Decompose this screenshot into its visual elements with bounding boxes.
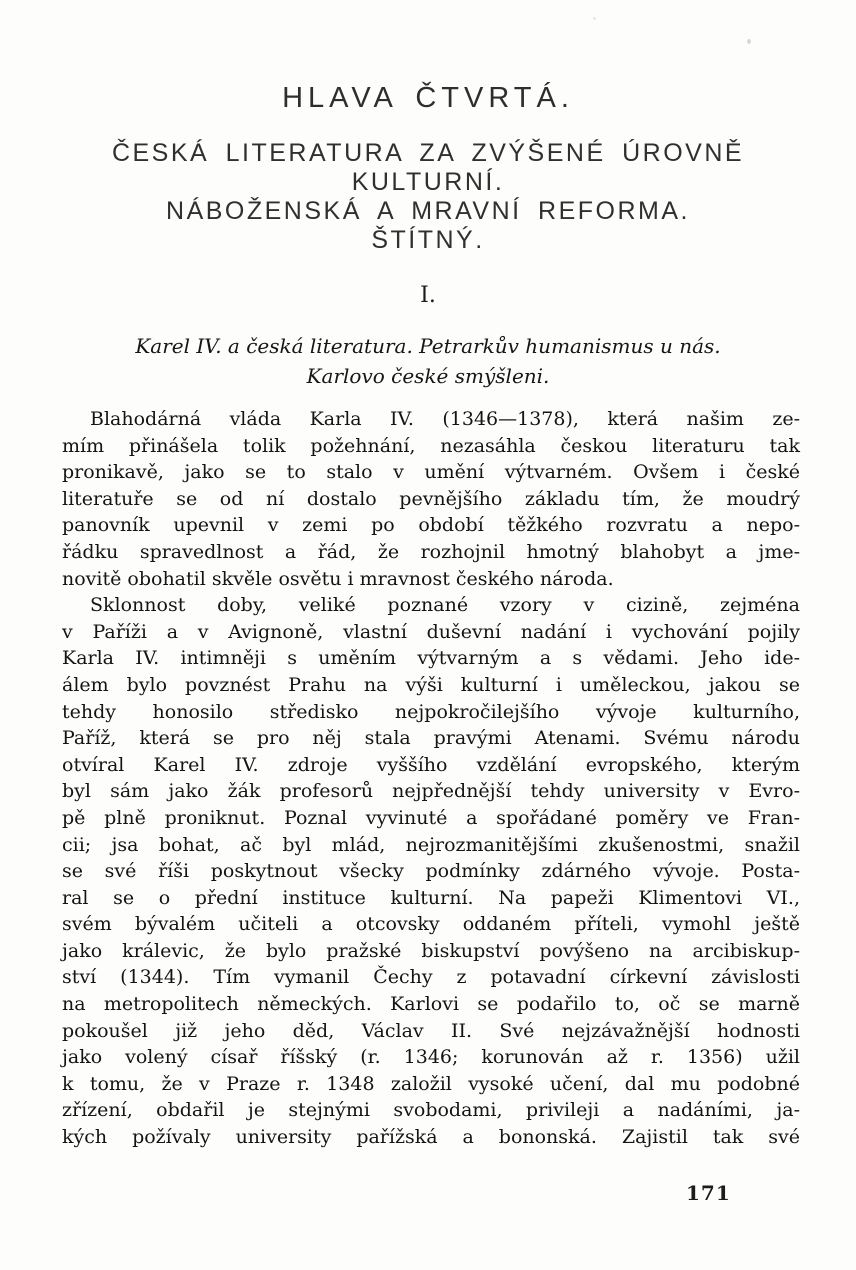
- scan-artifact: [593, 17, 596, 20]
- body-text-line: tehdy honosilo středisko nejpokročilejšího vývoje kulturního,: [62, 700, 800, 723]
- body-text-line: novitě obohatil skvěle osvětu i mravnost českého národa.: [62, 567, 614, 590]
- body-text-line: k tomu, že v Praze r. 1348 založil vysoké učení, dal mu podobné: [62, 1072, 800, 1095]
- section-subtitle: [0, 331, 856, 391]
- body-text-line: se své říši poskytnout všecky podmínky zdárného vývoje. Posta-: [62, 860, 800, 883]
- chapter-subtitle: [0, 139, 856, 255]
- body-text-line: Blahodárná vláda Karla IV. (1346—1378), která našim ze-: [90, 408, 800, 430]
- body-text-line: zřízení, obdařil je stejnými svobodami, privileji a nadáními, ja-: [62, 1099, 800, 1122]
- body-text-line: mím přinášela tolik požehnání, nezasáhla českou literaturu tak: [62, 434, 800, 457]
- chapter-title: HLAVA ČTVRTÁ.: [282, 82, 574, 114]
- body-text-line: pokoušel již jeho děd, Václav II. Své nejzávažnější hodnosti: [62, 1019, 800, 1042]
- body-text-line: ral se o přední instituce kulturní. Na papeži Klimentovi VI.,: [62, 886, 800, 909]
- body-text-line: Paříž, která se pro něj stala pravými Atenami. Svému národu: [62, 727, 800, 750]
- body-text-line: pě plně proniknut. Poznal vyvinuté a spořádané poměry ve Fran-: [62, 806, 800, 829]
- body-text-line: svém bývalém učiteli a otcovsky oddaném příteli, vymohl ještě: [62, 913, 800, 936]
- body-text: [62, 406, 800, 1151]
- body-paragraph: [62, 406, 800, 592]
- section-subtitle-line: Karlovo české smýšleni.: [306, 364, 550, 388]
- body-text-line: byl sám jako žák profesorů nejpřednější tehdy university v Evro-: [62, 780, 800, 803]
- body-text-line: v Paříži a v Avignoně, vlastní duševní nadání i vychování pojily: [62, 620, 800, 643]
- body-text-line: pronikavě, jako se to stalo v umění výtvarném. Ovšem i české: [62, 461, 800, 484]
- chapter-subtitle-line: ČESKÁ LITERATURA ZA ZVÝŠENÉ ÚROVNĚ: [111, 139, 745, 167]
- chapter-subtitle-line: KULTURNÍ.: [351, 168, 505, 196]
- body-text-line: na metropolitech německých. Karlovi se podařilo to, oč se marně: [62, 993, 800, 1016]
- body-text-line: kých požívaly university pařížská a bononská. Zajistil tak své: [62, 1126, 800, 1149]
- body-text-line: ství (1344). Tím vymanil Čechy z potavadní církevní závislosti: [62, 966, 800, 989]
- section-number: I.: [420, 283, 436, 308]
- body-text-line: otvíral Karel IV. zdroje vyššího vzdělání evropského, kterým: [62, 753, 800, 776]
- body-text-line: řádku spravedlnost a řád, že rozhojnil hmotný blahobyt a jme-: [62, 540, 800, 563]
- chapter-subtitle-line: NÁBOŽENSKÁ A MRAVNÍ REFORMA.: [166, 197, 690, 225]
- body-paragraph: [62, 592, 800, 1150]
- page-number: 171: [686, 1181, 731, 1205]
- section-subtitle-line: Karel IV. a česká literatura. Petrarkův humanismus u nás.: [135, 334, 721, 358]
- scan-artifact: [747, 39, 751, 44]
- body-text-line: Sklonnost doby, veliké poznané vzory v cizině, zejména: [90, 594, 800, 617]
- body-text-line: álem bylo povznést Prahu na výši kulturní i uměleckou, jakou se: [62, 673, 800, 696]
- body-text-line: panovník upevnil v zemi po období těžkého rozvratu a nepo-: [62, 514, 800, 537]
- body-text-line: jako volený císař říšský (r. 1346; korunován až r. 1356) užil: [62, 1046, 800, 1069]
- chapter-subtitle-line: ŠTÍTNÝ.: [371, 226, 485, 254]
- body-text-line: jako králevic, že bylo pražské biskupství povýšeno na arcibiskup-: [62, 939, 800, 962]
- body-text-line: literatuře se od ní dostalo pevnějšího základu tím, že moudrý: [62, 487, 800, 510]
- body-text-line: Karla IV. intimněji s uměním výtvarným a s vědami. Jeho ide-: [62, 647, 800, 670]
- body-text-line: cii; jsa bohat, ač byl mlád, nejrozmanitějšími zkušenostmi, snažil: [62, 833, 800, 856]
